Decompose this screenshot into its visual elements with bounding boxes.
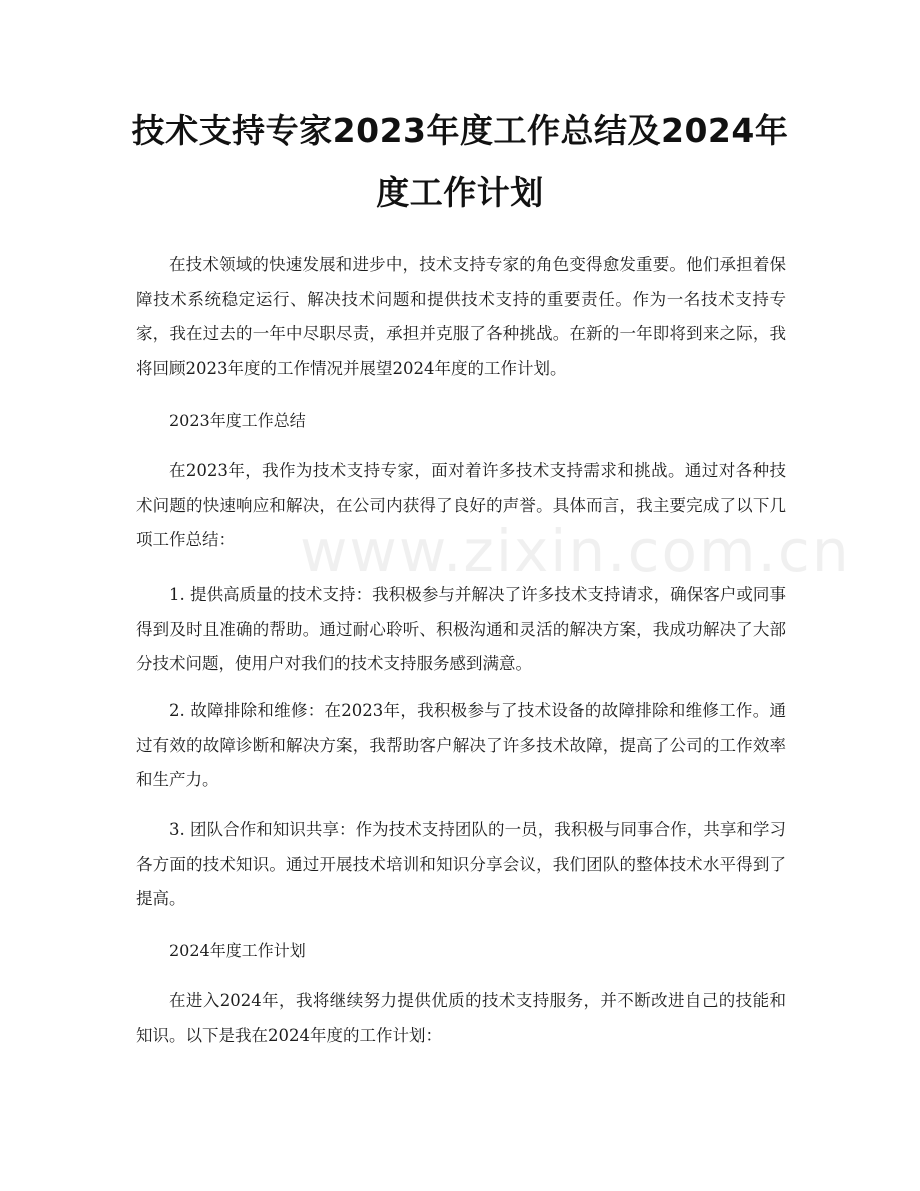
document-title: 技术支持专家2023年度工作总结及2024年度工作计划: [131, 111, 789, 212]
section-heading-2024-plan: 2024年度工作计划: [169, 941, 306, 960]
watermark: www.zixin.com.cn: [300, 517, 851, 585]
intro-paragraph: 在技术领域的快速发展和进步中，技术支持专家的角色变得愈发重要。他们承担着保障技术系统稳定运行、解决技术问题和提供技术支持的重要责任。作为一名技术支持专家，我在过去的一年中尽职尽责，承担并克服了各种挑战。在新的一年即将到来之际，我将回顾2023年度的工作情况并展望2024年度的工作计划。: [136, 255, 786, 378]
summary-item-3: 3. 团队合作和知识共享：作为技术支持团队的一员，我积极与同事合作，共享和学习各方面的技术知识。通过开展技术培训和知识分享会议，我们团队的整体技术水平得到了提高。: [136, 820, 786, 909]
summary-item-1: 1. 提供高质量的技术支持：我积极参与并解决了许多技术支持请求，确保客户或同事得到及时且准确的帮助。通过耐心聆听、积极沟通和灵活的解决方案，我成功解决了大部分技术问题，使用户对我们的技术支持服务感到满意。: [136, 585, 786, 674]
section-heading-2023-summary: 2023年度工作总结: [169, 411, 306, 430]
section-2023-intro-paragraph: 在2023年，我作为技术支持专家，面对着许多技术支持需求和挑战。通过对各种技术问题的快速响应和解决，在公司内获得了良好的声誉。具体而言，我主要完成了以下几项工作总结：: [136, 461, 786, 550]
section-2024-intro-paragraph: 在进入2024年，我将继续努力提供优质的技术支持服务，并不断改进自己的技能和知识。以下是我在2024年度的工作计划：: [136, 991, 786, 1045]
summary-item-2: 2. 故障排除和维修：在2023年，我积极参与了技术设备的故障排除和维修工作。通过有效的故障诊断和解决方案，我帮助客户解决了许多技术故障，提高了公司的工作效率和生产力。: [136, 701, 786, 790]
